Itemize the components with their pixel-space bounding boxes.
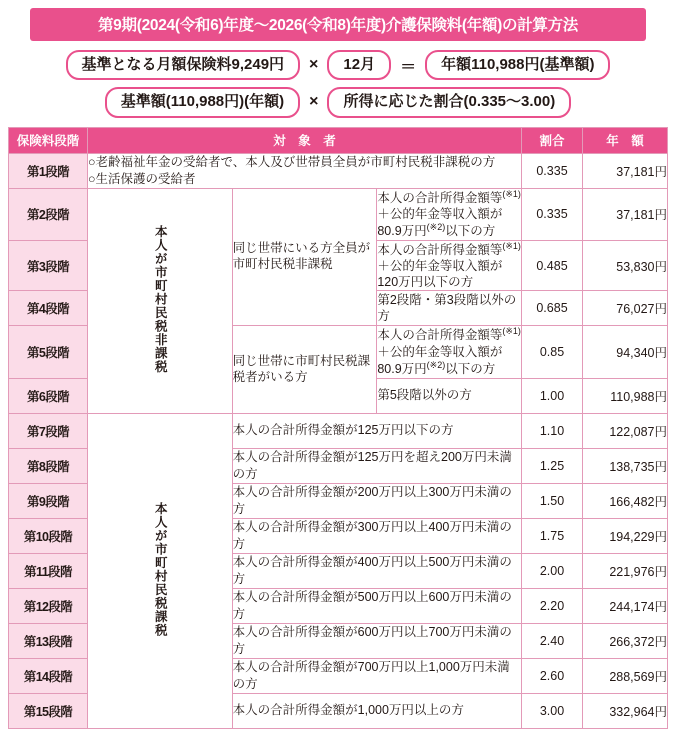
target-line: 本人の合計所得金額等$^{(※1)}$: [377, 240, 521, 257]
header-ratio: 割合: [522, 127, 583, 153]
sub-label-household-has-taxed: 同じ世帯に市町村民税課税者がいる方: [232, 326, 377, 413]
vertical-label-non-taxed: 本人が市町村民税非課税: [88, 188, 233, 413]
target-cell: 本人の合計所得金額が400万円以上500万円未満の方: [232, 553, 521, 588]
target-cell: 本人の合計所得金額が1,000万円以上の方: [232, 693, 521, 728]
ratio-cell: 0.685: [522, 291, 583, 326]
table-row: [9, 153, 668, 188]
multiply-operator-2: ×: [309, 93, 319, 111]
ratio-cell: 1.25: [522, 448, 583, 483]
annual-base-amount-pill: 年額110,988円(基準額): [425, 50, 610, 80]
equals-operator: ＝: [400, 58, 417, 76]
target-cell: 本人の合計所得金額が200万円以上300万円未満の方: [232, 483, 521, 518]
ratio-cell: 2.20: [522, 588, 583, 623]
header-target: 対 象 者: [88, 127, 522, 153]
base-monthly-premium-pill: 基準となる月額保険料9,249円: [66, 50, 301, 80]
target-line: ○老齢福祉年金の受給者で、本人及び世帯員全員が市町村民税非課税の方: [88, 155, 496, 170]
stage-cell: 第11段階: [9, 553, 88, 588]
target-cell: [377, 326, 522, 378]
stage-cell: 第3段階: [9, 240, 88, 291]
amount-cell: 37,181円: [583, 153, 668, 188]
stage-cell: 第6段階: [9, 378, 88, 413]
ratio-cell: 1.75: [522, 518, 583, 553]
amount-cell: 266,372円: [583, 623, 668, 658]
target-line: 本人の合計所得金額等$^{(※1)}$: [377, 188, 521, 205]
months-pill: 12月: [327, 50, 391, 80]
amount-cell: 76,027円: [583, 291, 668, 326]
stage-cell: 第5段階: [9, 326, 88, 378]
target-cell: 本人の合計所得金額が300万円以上400万円未満の方: [232, 518, 521, 553]
income-ratio-pill: 所得に応じた割合(0.335〜3.00): [327, 87, 571, 117]
target-line: ＋公的年金等収入額が120万円以下の方: [377, 258, 503, 290]
formula-line-1: [8, 50, 668, 80]
target-cell: [377, 188, 522, 240]
amount-cell: 53,830円: [583, 240, 668, 291]
ratio-cell: 3.00: [522, 693, 583, 728]
stage-cell: 第15段階: [9, 693, 88, 728]
target-line: ＋公的年金等収入額が80.9万円$^{(※2)}$以下の方: [377, 344, 503, 377]
ratio-cell: 1.50: [522, 483, 583, 518]
amount-cell: 244,174円: [583, 588, 668, 623]
target-cell: 本人の合計所得金額が125万円を超え200万円未満の方: [232, 448, 521, 483]
amount-cell: 94,340円: [583, 326, 668, 378]
amount-cell: 194,229円: [583, 518, 668, 553]
stage-cell: 第13段階: [9, 623, 88, 658]
amount-cell: 122,087円: [583, 413, 668, 448]
target-cell: 本人の合計所得金額が125万円以下の方: [232, 413, 521, 448]
annual-base-pill: 基準額(110,988円)(年額): [105, 87, 300, 117]
target-line: ○生活保護の受給者: [88, 171, 196, 186]
ratio-cell: 1.10: [522, 413, 583, 448]
stage-cell: 第4段階: [9, 291, 88, 326]
stage-cell: 第8段階: [9, 448, 88, 483]
target-cell: [377, 240, 522, 291]
ratio-cell: 1.00: [522, 378, 583, 413]
stage-cell: 第10段階: [9, 518, 88, 553]
stage-cell: 第12段階: [9, 588, 88, 623]
target-cell: [88, 153, 522, 188]
target-cell: 第2段階・第3段階以外の方: [377, 291, 522, 326]
formula-line-2: [8, 87, 668, 117]
table-row: [9, 188, 668, 240]
amount-cell: 37,181円: [583, 188, 668, 240]
amount-cell: 138,735円: [583, 448, 668, 483]
target-line: 本人の合計所得金額等$^{(※1)}$: [377, 326, 521, 343]
ratio-cell: 2.60: [522, 658, 583, 693]
amount-cell: 110,988円: [583, 378, 668, 413]
header-stage: 保険料段階: [9, 127, 88, 153]
ratio-cell: 0.335: [522, 153, 583, 188]
stage-cell: 第1段階: [9, 153, 88, 188]
ratio-cell: 0.485: [522, 240, 583, 291]
stage-cell: 第9段階: [9, 483, 88, 518]
amount-cell: 221,976円: [583, 553, 668, 588]
stage-cell: 第7段階: [9, 413, 88, 448]
amount-cell: 166,482円: [583, 483, 668, 518]
table-row: [9, 413, 668, 448]
ratio-cell: 0.335: [522, 188, 583, 240]
target-line: ＋公的年金等収入額が80.9万円$^{(※2)}$以下の方: [377, 206, 503, 239]
target-cell: 第5段階以外の方: [377, 378, 522, 413]
ratio-cell: 2.40: [522, 623, 583, 658]
vertical-label-taxed: 本人が市町村民税課税: [88, 413, 233, 728]
target-cell: 本人の合計所得金額が500万円以上600万円未満の方: [232, 588, 521, 623]
amount-cell: 332,964円: [583, 693, 668, 728]
ratio-cell: 2.00: [522, 553, 583, 588]
premium-rate-table: [8, 127, 668, 729]
table-header-row: [9, 127, 668, 153]
page-title: 第9期(2024(令和6)年度〜2026(令和8)年度)介護保険料(年額)の計算方法: [30, 8, 646, 41]
target-cell: 本人の合計所得金額が600万円以上700万円未満の方: [232, 623, 521, 658]
header-amount: 年 額: [583, 127, 668, 153]
amount-cell: 288,569円: [583, 658, 668, 693]
sub-label-all-household-non-taxed: 同じ世帯にいる方全員が市町村民税非課税: [232, 188, 377, 326]
stage-cell: 第14段階: [9, 658, 88, 693]
ratio-cell: 0.85: [522, 326, 583, 378]
stage-cell: 第2段階: [9, 188, 88, 240]
target-cell: 本人の合計所得金額が700万円以上1,000万円未満の方: [232, 658, 521, 693]
multiply-operator-1: ×: [309, 56, 319, 74]
